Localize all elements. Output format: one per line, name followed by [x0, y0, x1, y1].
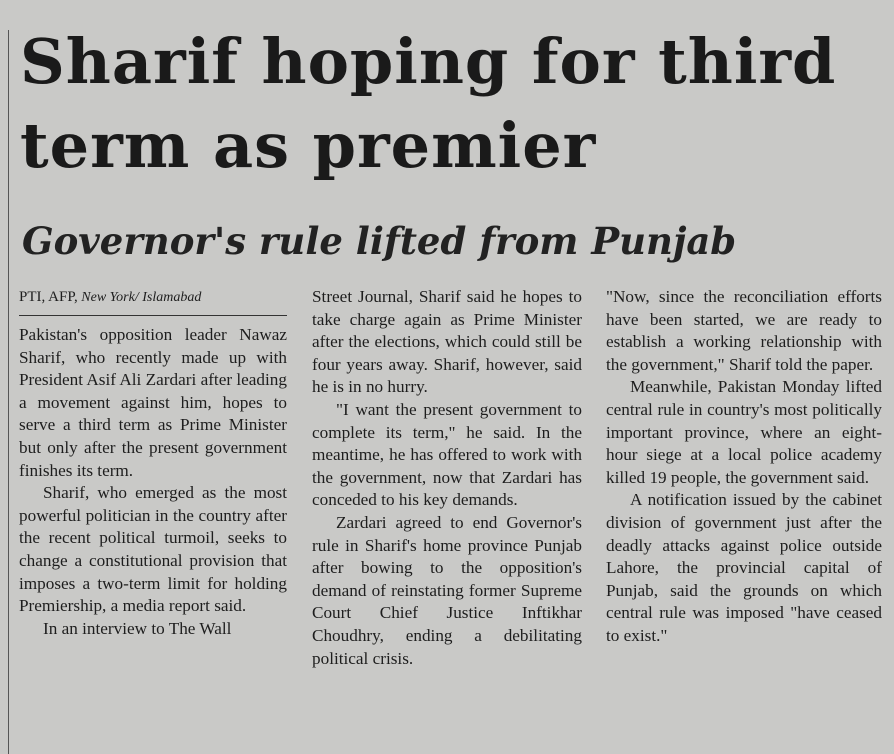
- paragraph: Street Journal, Sharif said he hopes to take charge again as Prime Minister after the elections, which could still be four years away. Sharif, however, said he is in no hurry.: [312, 287, 582, 397]
- paragraph: Pakistan's opposition leader Nawaz Sharif, who recently made up with President Asif Ali Zardari after leading a movement against him, hopes to serve a third term as Prime Minister but only after the present government finishes its term.: [19, 325, 287, 480]
- byline: [19, 286, 287, 316]
- paragraph: A notification issued by the cabinet division of government just after the deadly attacks against police outside Lahore, the provincial capital of Punjab, said the grounds on which central rule was imposed "have ceased to exist.": [606, 490, 882, 645]
- byline-agencies: PTI, AFP,: [19, 289, 78, 305]
- article-column-2: [312, 286, 582, 670]
- paragraph: "Now, since the reconciliation efforts have been started, we are ready to establish a working relationship with the government," Sharif told the paper.: [606, 287, 882, 374]
- paragraph: Zardari agreed to end Governor's rule in Sharif's home province Punjab after bowing to the opposition's demand of reinstating former Supreme Court Chief Justice Inftikhar Choudhry, ending a debilitating political crisis.: [312, 512, 582, 668]
- byline-place: New York/ Islamabad: [81, 290, 202, 305]
- article-column-1: [19, 286, 287, 640]
- paragraph: In an interview to The Wall: [43, 618, 232, 638]
- column-rule: [8, 30, 9, 754]
- paragraph: "I want the present government to complete its term," he said. In the meantime, he has offered to work with the government, now that Zardari has conceded to his key demands.: [312, 399, 582, 510]
- paragraph: Meanwhile, Pakistan Monday lifted central rule in country's most politically important province, where an eight-hour siege at a local police academy killed 19 people, the government said.: [606, 377, 882, 487]
- subheadline: Governor's rule lifted from Punjab: [22, 219, 737, 263]
- headline: Sharif hoping for third term as premier: [20, 25, 837, 182]
- paragraph: Sharif, who emerged as the most powerful politician in the country after the recent political turmoil, seeks to change a constitutional provision that imposes a two-term limit for holding Premiership, a media report said.: [19, 483, 287, 616]
- article-column-3: [606, 286, 882, 648]
